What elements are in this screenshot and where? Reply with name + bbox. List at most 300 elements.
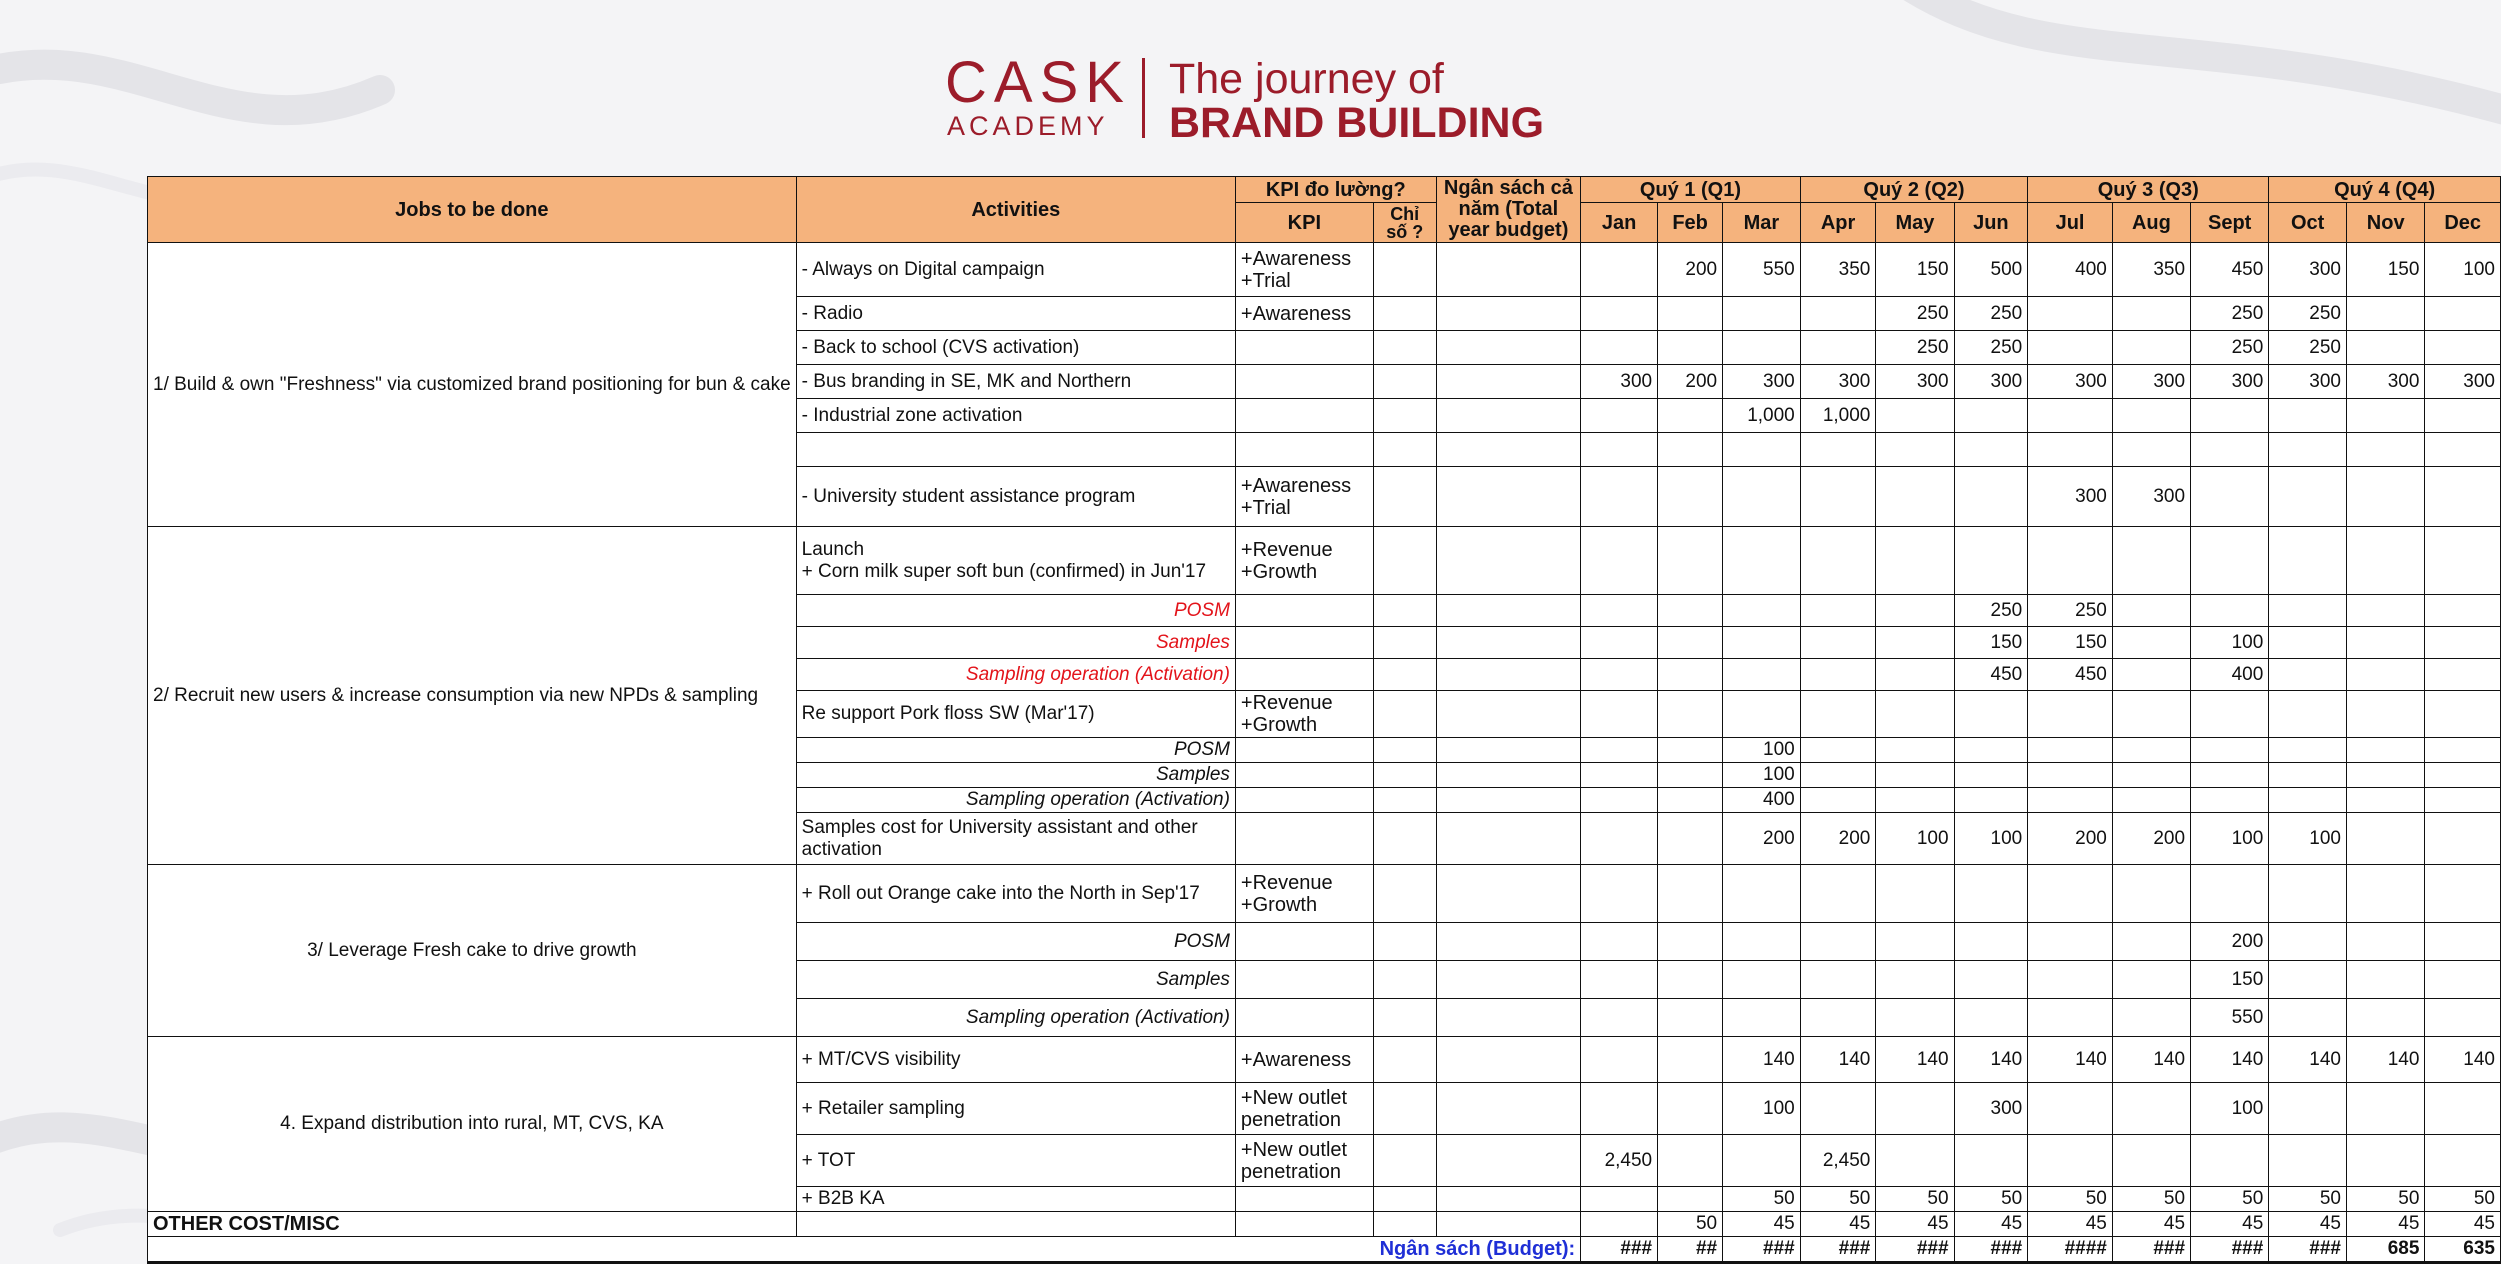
chiso-cell (1373, 297, 1436, 331)
month-value-cell (2112, 691, 2190, 738)
kpi-cell (1235, 923, 1373, 961)
kpi-cell (1235, 763, 1373, 788)
budget-total-value: ### (1581, 1237, 1658, 1263)
month-value-cell (2425, 865, 2501, 923)
month-value-cell (1876, 659, 1954, 691)
logo-sub: ACADEMY (947, 111, 1109, 141)
activity-cell: - Back to school (CVS activation) (796, 331, 1235, 365)
activity-cell: Sampling operation (Activation) (796, 999, 1235, 1037)
month-value-cell: 250 (1954, 331, 2028, 365)
month-value-cell (1723, 433, 1801, 467)
month-value-cell: 50 (2112, 1187, 2190, 1212)
month-value-cell (1954, 763, 2028, 788)
month-value-cell (1876, 467, 1954, 527)
year-budget-cell (1436, 659, 1581, 691)
activity-cell: Sampling operation (Activation) (796, 788, 1235, 813)
month-value-cell (2028, 691, 2113, 738)
month-value-cell (1658, 1187, 1723, 1212)
kpi-cell: +New outlet penetration (1235, 1083, 1373, 1135)
month-value-cell: 50 (1876, 1187, 1954, 1212)
year-budget-cell (1436, 1037, 1581, 1083)
month-value-cell (2191, 1135, 2269, 1187)
other-cost-value: 45 (2269, 1212, 2347, 1237)
activity-cell: - Always on Digital campaign (796, 243, 1235, 297)
header-month: Oct (2269, 203, 2347, 243)
month-value-cell (2112, 763, 2190, 788)
header-month: Jul (2028, 203, 2113, 243)
budget-total-row (148, 1237, 2501, 1263)
month-value-cell (1658, 691, 1723, 738)
month-value-cell (2425, 763, 2501, 788)
month-value-cell (1658, 1135, 1723, 1187)
month-value-cell (1800, 923, 1876, 961)
month-value-cell (2346, 433, 2424, 467)
activity-cell: - Industrial zone activation (796, 399, 1235, 433)
month-value-cell (2346, 999, 2424, 1037)
chiso-cell (1373, 923, 1436, 961)
header-jobs: Jobs to be done (148, 177, 797, 243)
year-budget-cell (1436, 365, 1581, 399)
year-budget-cell (1436, 399, 1581, 433)
month-value-cell: 250 (2028, 595, 2113, 627)
month-value-cell: 300 (2112, 365, 2190, 399)
month-value-cell (2425, 399, 2501, 433)
month-value-cell (2346, 1135, 2424, 1187)
month-value-cell (2269, 527, 2347, 595)
month-value-cell (2028, 527, 2113, 595)
chiso-cell (1373, 1135, 1436, 1187)
month-value-cell (2346, 813, 2424, 865)
month-value-cell: 100 (2191, 813, 2269, 865)
month-value-cell (2346, 763, 2424, 788)
month-value-cell: 250 (2191, 331, 2269, 365)
month-value-cell: 150 (2191, 961, 2269, 999)
month-value-cell: 250 (2269, 331, 2347, 365)
budget-total-value: ### (1876, 1237, 1954, 1263)
month-value-cell: 250 (1876, 331, 1954, 365)
month-value-cell (2269, 1135, 2347, 1187)
year-budget-cell (1436, 763, 1581, 788)
year-budget-cell (1436, 243, 1581, 297)
month-value-cell: 100 (2269, 813, 2347, 865)
month-value-cell (2425, 467, 2501, 527)
other-cost-value: 50 (1658, 1212, 1723, 1237)
other-cost-value: 45 (1723, 1212, 1801, 1237)
month-value-cell (1658, 763, 1723, 788)
other-cost-label: OTHER COST/MISC (148, 1212, 797, 1237)
month-value-cell (1658, 433, 1723, 467)
month-value-cell (1658, 813, 1723, 865)
month-value-cell: 400 (1723, 788, 1801, 813)
month-value-cell (1876, 527, 1954, 595)
kpi-cell: +Revenue +Growth (1235, 865, 1373, 923)
header-quarter-1: Quý 1 (Q1) (1581, 177, 1801, 203)
month-value-cell: 50 (1954, 1187, 2028, 1212)
month-value-cell: 350 (2112, 243, 2190, 297)
month-value-cell (1581, 527, 1658, 595)
budget-total-label: Ngân sách (Budget): (148, 1237, 1581, 1263)
month-value-cell: 50 (2191, 1187, 2269, 1212)
chiso-cell (1373, 763, 1436, 788)
month-value-cell (1723, 961, 1801, 999)
kpi-cell (1235, 595, 1373, 627)
chiso-cell (1373, 433, 1436, 467)
header-month: Nov (2346, 203, 2424, 243)
month-value-cell (1658, 527, 1723, 595)
year-budget-cell (1436, 961, 1581, 999)
month-value-cell (1954, 738, 2028, 763)
month-value-cell (1658, 923, 1723, 961)
kpi-cell: +New outlet penetration (1235, 1135, 1373, 1187)
activity-cell: POSM (796, 738, 1235, 763)
month-value-cell (2346, 738, 2424, 763)
month-value-cell (2269, 763, 2347, 788)
other-cost-value: 45 (1800, 1212, 1876, 1237)
month-value-cell: 140 (1876, 1037, 1954, 1083)
month-value-cell (1658, 865, 1723, 923)
month-value-cell (1581, 659, 1658, 691)
job-cell: 4. Expand distribution into rural, MT, CVS, KA (148, 1037, 797, 1212)
month-value-cell: 50 (2346, 1187, 2424, 1212)
other-cost-value: 45 (1876, 1212, 1954, 1237)
kpi-cell (1235, 1187, 1373, 1212)
month-value-cell (2346, 467, 2424, 527)
month-value-cell: 50 (2425, 1187, 2501, 1212)
month-value-cell (1581, 788, 1658, 813)
month-value-cell: 300 (1954, 365, 2028, 399)
other-cost-value: 45 (2112, 1212, 2190, 1237)
month-value-cell: 300 (2028, 467, 2113, 527)
month-value-cell (1800, 659, 1876, 691)
month-value-cell (1658, 738, 1723, 763)
month-value-cell: 140 (1723, 1037, 1801, 1083)
month-value-cell (2346, 527, 2424, 595)
activity-cell: Launch + Corn milk super soft bun (confirmed) in Jun'17 (796, 527, 1235, 595)
month-value-cell: 250 (1954, 595, 2028, 627)
month-value-cell: 300 (2112, 467, 2190, 527)
month-value-cell: 500 (1954, 243, 2028, 297)
month-value-cell (2028, 399, 2113, 433)
month-value-cell (1723, 923, 1801, 961)
month-value-cell (2425, 923, 2501, 961)
table-row (148, 1037, 2501, 1083)
header-quarter-4: Quý 4 (Q4) (2269, 177, 2501, 203)
year-budget-cell (1436, 595, 1581, 627)
month-value-cell (1876, 999, 1954, 1037)
budget-total-value: 635 (2425, 1237, 2501, 1263)
month-value-cell: 250 (2191, 297, 2269, 331)
chiso-cell (1373, 331, 1436, 365)
month-value-cell: 200 (2112, 813, 2190, 865)
month-value-cell (2028, 763, 2113, 788)
month-value-cell (1723, 1135, 1801, 1187)
activity-cell: + MT/CVS visibility (796, 1037, 1235, 1083)
month-value-cell (1723, 467, 1801, 527)
month-value-cell (1723, 527, 1801, 595)
month-value-cell: 300 (2269, 243, 2347, 297)
month-value-cell: 100 (1723, 1083, 1801, 1135)
kpi-cell (1235, 659, 1373, 691)
month-value-cell (1581, 691, 1658, 738)
month-value-cell (1581, 961, 1658, 999)
chiso-cell (1373, 243, 1436, 297)
month-value-cell (2191, 763, 2269, 788)
empty-cell (1235, 1212, 1373, 1237)
month-value-cell: 150 (1876, 243, 1954, 297)
table-row (148, 527, 2501, 595)
month-value-cell (1876, 595, 1954, 627)
year-budget-cell (1436, 331, 1581, 365)
budget-total-value: ### (2112, 1237, 2190, 1263)
activity-cell: POSM (796, 923, 1235, 961)
brand-header (945, 52, 1595, 147)
month-value-cell (2346, 595, 2424, 627)
logo-word: CASK (945, 50, 1131, 115)
chiso-cell (1373, 365, 1436, 399)
month-value-cell (1954, 788, 2028, 813)
other-cost-value: 45 (2346, 1212, 2424, 1237)
month-value-cell (1581, 433, 1658, 467)
month-value-cell (1876, 433, 1954, 467)
month-value-cell (1800, 627, 1876, 659)
kpi-cell (1235, 999, 1373, 1037)
month-value-cell (2112, 627, 2190, 659)
month-value-cell (2112, 961, 2190, 999)
month-value-cell (2346, 691, 2424, 738)
kpi-cell (1235, 961, 1373, 999)
tagline-bottom: BRAND BUILDING (1169, 99, 1545, 147)
month-value-cell (2269, 788, 2347, 813)
month-value-cell (1954, 961, 2028, 999)
month-value-cell (2191, 788, 2269, 813)
month-value-cell: 200 (1658, 243, 1723, 297)
month-value-cell: 450 (1954, 659, 2028, 691)
month-value-cell: 250 (1876, 297, 1954, 331)
month-value-cell (1658, 1037, 1723, 1083)
chiso-cell (1373, 627, 1436, 659)
month-value-cell (2112, 331, 2190, 365)
month-value-cell (2028, 961, 2113, 999)
month-value-cell: 140 (2112, 1037, 2190, 1083)
job-cell: 1/ Build & own "Freshness" via customized brand positioning for bun & cake (148, 243, 797, 527)
kpi-cell (1235, 627, 1373, 659)
month-value-cell: 300 (2346, 365, 2424, 399)
month-value-cell (1954, 865, 2028, 923)
header-kpi-group: KPI đo lường? (1235, 177, 1436, 203)
month-value-cell (2269, 999, 2347, 1037)
month-value-cell: 140 (1800, 1037, 1876, 1083)
empty-cell (796, 1212, 1235, 1237)
month-value-cell (2425, 659, 2501, 691)
month-value-cell (2346, 331, 2424, 365)
month-value-cell: 300 (1876, 365, 1954, 399)
header-quarter-3: Quý 3 (Q3) (2028, 177, 2269, 203)
month-value-cell (1658, 961, 1723, 999)
month-value-cell (1658, 595, 1723, 627)
month-value-cell (1800, 788, 1876, 813)
month-value-cell (2112, 1083, 2190, 1135)
month-value-cell (2425, 691, 2501, 738)
month-value-cell (2425, 738, 2501, 763)
month-value-cell (2425, 627, 2501, 659)
month-value-cell (2112, 659, 2190, 691)
chiso-cell (1373, 788, 1436, 813)
month-value-cell (2028, 865, 2113, 923)
chiso-cell (1373, 659, 1436, 691)
month-value-cell: 50 (2028, 1187, 2113, 1212)
month-value-cell (2269, 433, 2347, 467)
month-value-cell (1723, 865, 1801, 923)
month-value-cell (2346, 399, 2424, 433)
empty-cell (1373, 1212, 1436, 1237)
month-value-cell: 300 (1954, 1083, 2028, 1135)
month-value-cell (2269, 738, 2347, 763)
budget-total-value: ## (1658, 1237, 1723, 1263)
month-value-cell: 450 (2191, 243, 2269, 297)
month-value-cell (2425, 595, 2501, 627)
empty-cell (1436, 1212, 1581, 1237)
header-month: Jun (1954, 203, 2028, 243)
month-value-cell (2112, 595, 2190, 627)
month-value-cell (2346, 788, 2424, 813)
month-value-cell (1581, 738, 1658, 763)
month-value-cell: 140 (2191, 1037, 2269, 1083)
header-month: Dec (2425, 203, 2501, 243)
month-value-cell (1581, 243, 1658, 297)
logo-divider (1142, 58, 1145, 138)
year-budget-cell (1436, 1187, 1581, 1212)
activity-cell: + Roll out Orange cake into the North in Sep'17 (796, 865, 1235, 923)
month-value-cell (1581, 999, 1658, 1037)
month-value-cell (2028, 297, 2113, 331)
month-value-cell (2269, 659, 2347, 691)
month-value-cell (2112, 297, 2190, 331)
month-value-cell (2028, 1083, 2113, 1135)
month-value-cell (1800, 467, 1876, 527)
month-value-cell (1800, 433, 1876, 467)
header-month: Aug (2112, 203, 2190, 243)
kpi-cell (1235, 813, 1373, 865)
month-value-cell (2191, 399, 2269, 433)
month-value-cell (1658, 297, 1723, 331)
chiso-cell (1373, 527, 1436, 595)
header-month: Jan (1581, 203, 1658, 243)
month-value-cell: 300 (1800, 365, 1876, 399)
header-month: Mar (1723, 203, 1801, 243)
budget-table (147, 176, 2501, 1264)
month-value-cell (2112, 923, 2190, 961)
month-value-cell: 400 (2191, 659, 2269, 691)
kpi-cell (1235, 399, 1373, 433)
other-cost-row (148, 1212, 2501, 1237)
month-value-cell (1723, 595, 1801, 627)
month-value-cell (1658, 399, 1723, 433)
year-budget-cell (1436, 923, 1581, 961)
chiso-cell (1373, 1083, 1436, 1135)
month-value-cell (1876, 691, 1954, 738)
chiso-cell (1373, 1187, 1436, 1212)
other-cost-value (1581, 1212, 1658, 1237)
activity-cell: + B2B KA (796, 1187, 1235, 1212)
month-value-cell (1800, 595, 1876, 627)
month-value-cell (1658, 788, 1723, 813)
month-value-cell (2346, 659, 2424, 691)
month-value-cell (1876, 923, 1954, 961)
month-value-cell (2269, 961, 2347, 999)
month-value-cell (1658, 1083, 1723, 1135)
activity-cell: Samples (796, 763, 1235, 788)
other-cost-value: 45 (2191, 1212, 2269, 1237)
table-row (148, 243, 2501, 297)
year-budget-cell (1436, 1083, 1581, 1135)
kpi-cell: +Revenue +Growth (1235, 691, 1373, 738)
month-value-cell (2346, 923, 2424, 961)
month-value-cell: 1,000 (1723, 399, 1801, 433)
activity-cell (796, 433, 1235, 467)
month-value-cell (1876, 788, 1954, 813)
header-activities: Activities (796, 177, 1235, 243)
month-value-cell (1581, 1037, 1658, 1083)
month-value-cell (1800, 1083, 1876, 1135)
month-value-cell (2425, 813, 2501, 865)
month-value-cell (1800, 763, 1876, 788)
kpi-cell (1235, 433, 1373, 467)
month-value-cell: 300 (2191, 365, 2269, 399)
month-value-cell (2346, 627, 2424, 659)
activity-cell: + Retailer sampling (796, 1083, 1235, 1135)
month-value-cell (2112, 399, 2190, 433)
month-value-cell: 150 (2028, 627, 2113, 659)
month-value-cell (1723, 297, 1801, 331)
month-value-cell (2191, 527, 2269, 595)
month-value-cell (2346, 1083, 2424, 1135)
month-value-cell (2191, 738, 2269, 763)
month-value-cell (1876, 865, 1954, 923)
month-value-cell (1876, 1083, 1954, 1135)
month-value-cell (1876, 961, 1954, 999)
month-value-cell: 200 (2191, 923, 2269, 961)
month-value-cell: 50 (1723, 1187, 1801, 1212)
activity-cell: Samples (796, 627, 1235, 659)
month-value-cell (1658, 659, 1723, 691)
month-value-cell: 140 (2425, 1037, 2501, 1083)
month-value-cell (1581, 595, 1658, 627)
chiso-cell (1373, 399, 1436, 433)
month-value-cell (1954, 1135, 2028, 1187)
month-value-cell (2425, 297, 2501, 331)
year-budget-cell (1436, 627, 1581, 659)
month-value-cell (1581, 923, 1658, 961)
month-value-cell (1581, 1083, 1658, 1135)
activity-cell: + TOT (796, 1135, 1235, 1187)
month-value-cell (2269, 691, 2347, 738)
month-value-cell: 100 (2191, 627, 2269, 659)
month-value-cell: 550 (2191, 999, 2269, 1037)
month-value-cell: 350 (1800, 243, 1876, 297)
year-budget-cell (1436, 999, 1581, 1037)
month-value-cell (1800, 865, 1876, 923)
month-value-cell: 300 (2269, 365, 2347, 399)
other-cost-value: 45 (2028, 1212, 2113, 1237)
month-value-cell (1800, 999, 1876, 1037)
month-value-cell (1658, 331, 1723, 365)
month-value-cell (1800, 297, 1876, 331)
month-value-cell: 200 (1658, 365, 1723, 399)
job-cell: 2/ Recruit new users & increase consumption via new NPDs & sampling (148, 527, 797, 865)
kpi-cell: +Awareness +Trial (1235, 243, 1373, 297)
month-value-cell (2191, 691, 2269, 738)
month-value-cell: 550 (1723, 243, 1801, 297)
